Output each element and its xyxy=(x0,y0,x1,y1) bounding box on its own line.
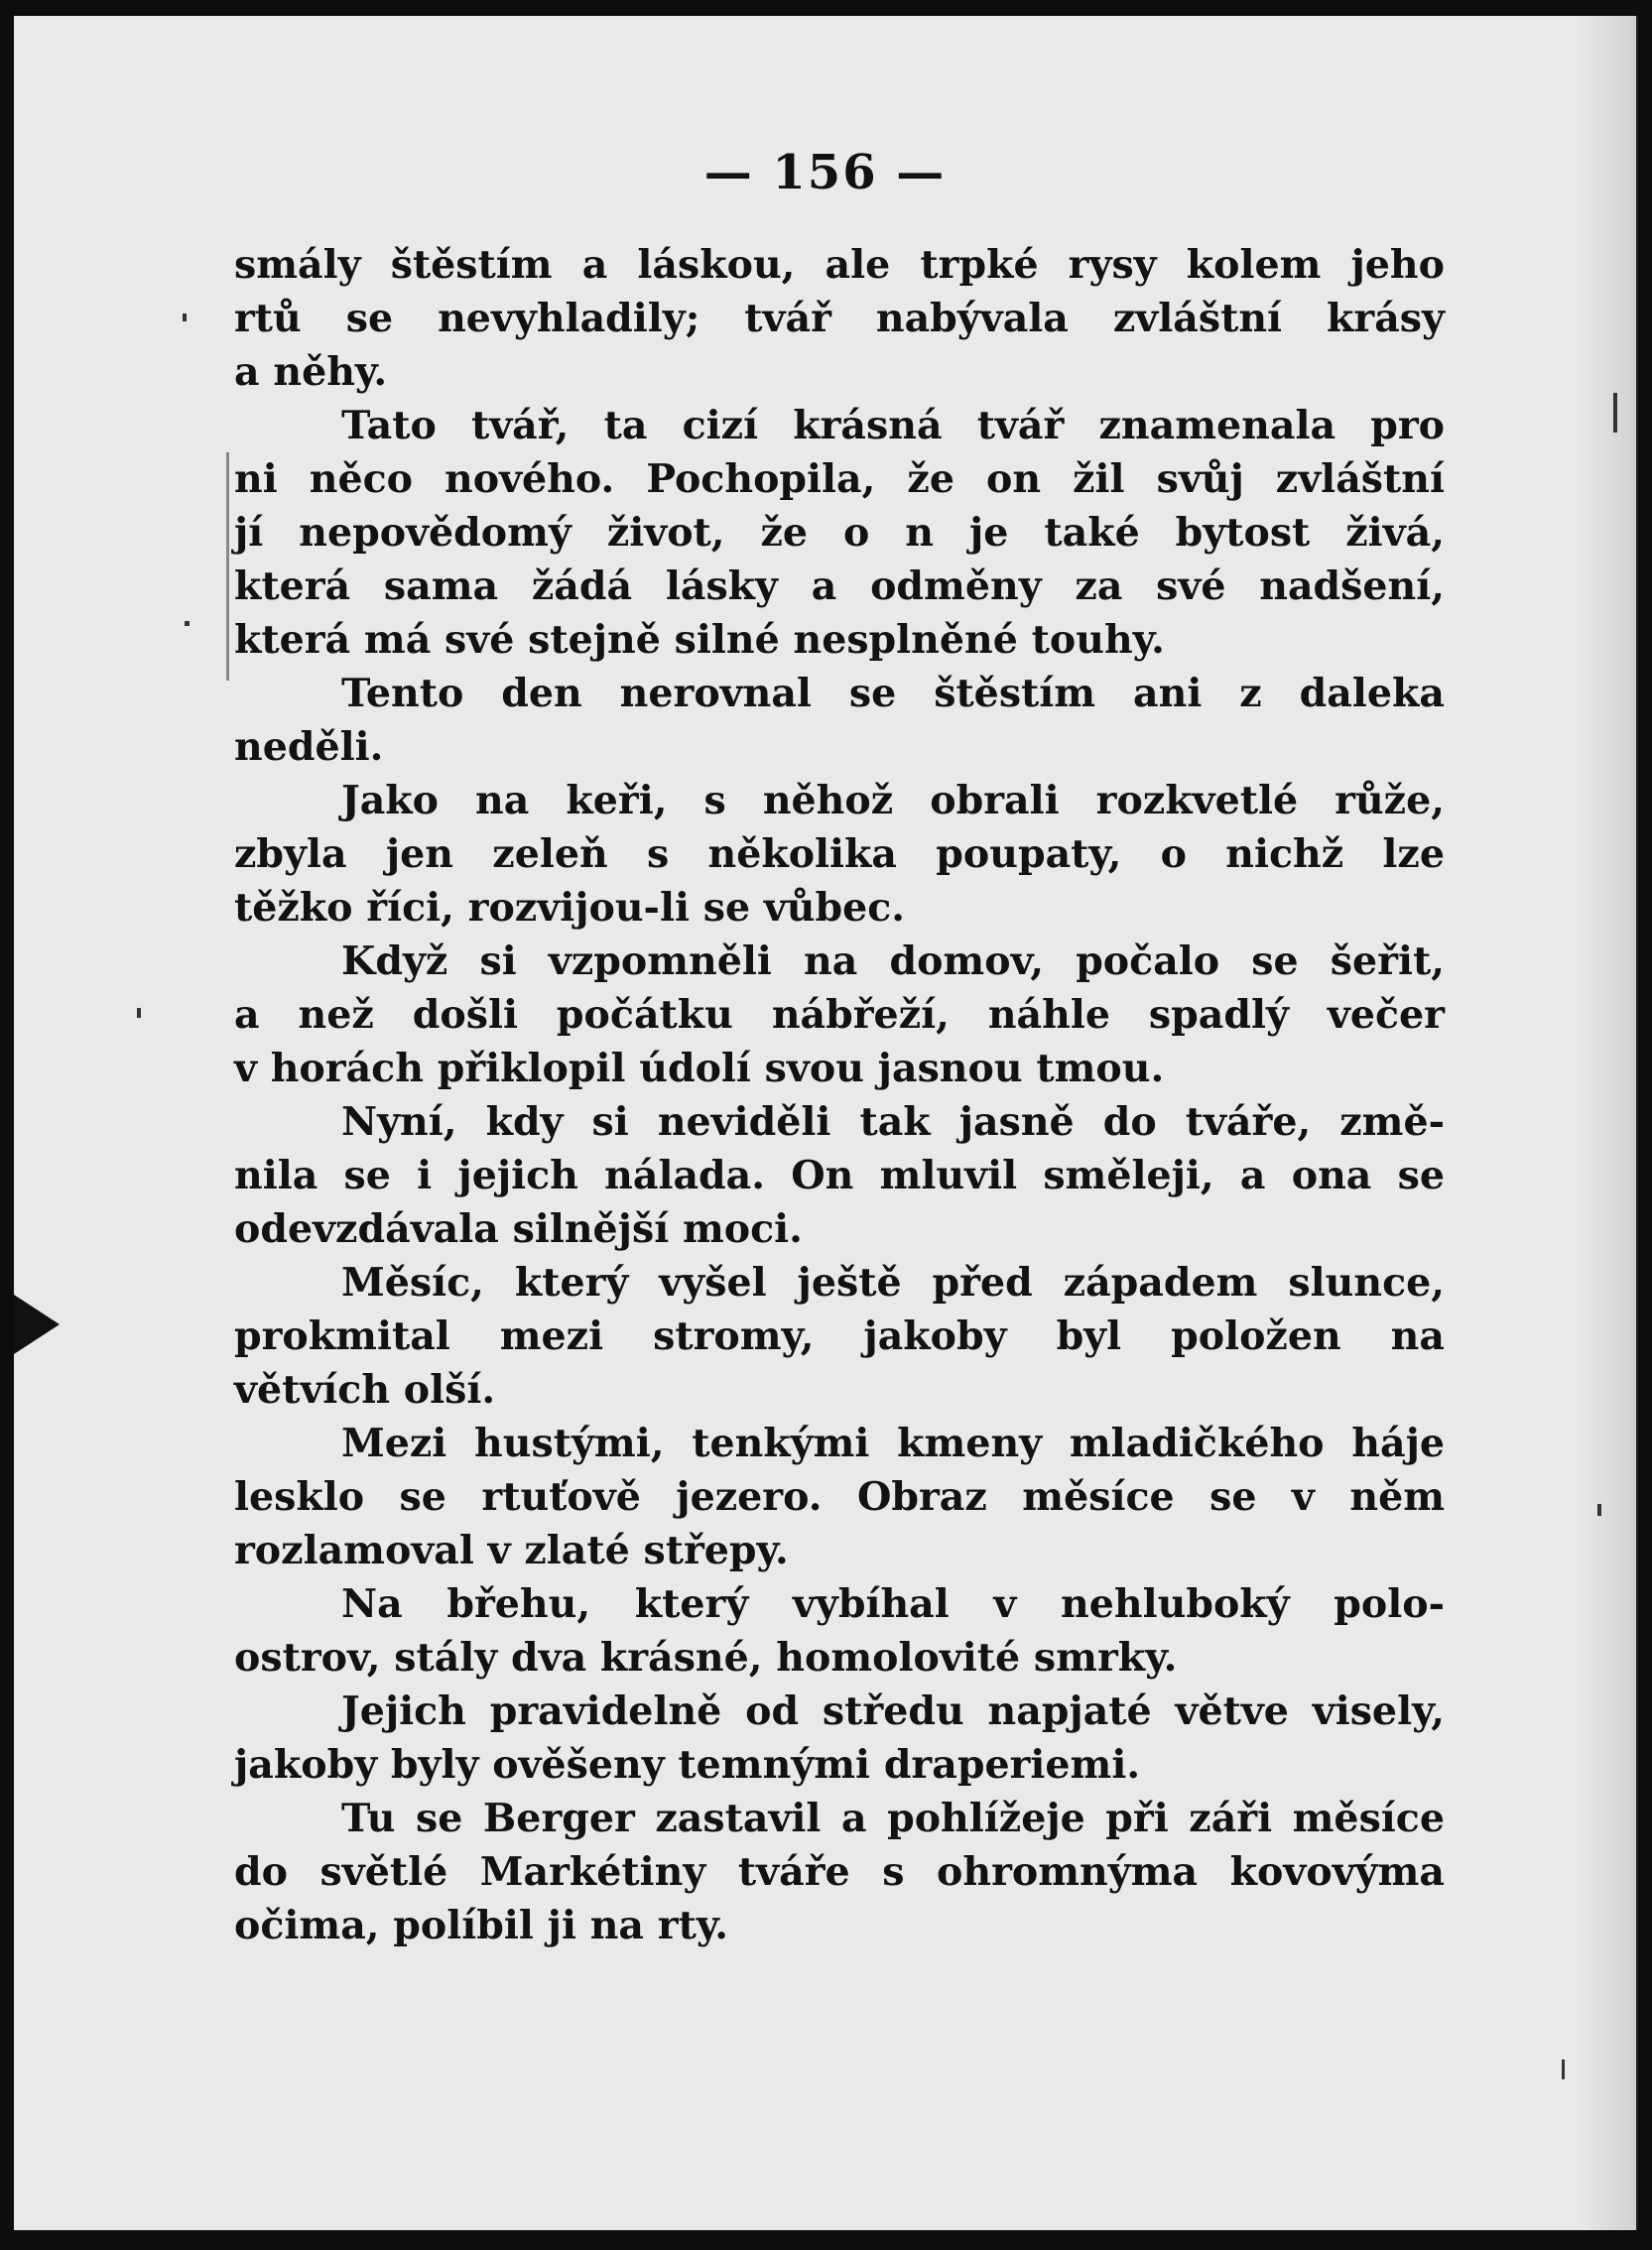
text-line: lesklo se rtuťově jezero. Obraz měsíce se v něm xyxy=(234,1474,1445,1520)
scan-speck xyxy=(1597,1504,1601,1516)
text-line: větvích olší. xyxy=(234,1367,496,1413)
page-edge-shadow xyxy=(1577,16,1636,2230)
text-line: neděli. xyxy=(234,724,384,770)
text-line: jí nepovědomý život, že o n je také bytost živá, xyxy=(234,510,1445,556)
text-line: Když si vzpomněli na domov, počalo se šeřit, xyxy=(341,938,1445,984)
scan-speck xyxy=(137,1008,141,1018)
text-line: rtů se nevyhladily; tvář nabývala zvláštní krásy xyxy=(234,296,1445,341)
scan-speck xyxy=(1562,2060,1565,2079)
text-line: která sama žádá lásky a odměny za své nadšení, xyxy=(234,563,1445,609)
text-line: v horách přiklopil údolí svou jasnou tmou. xyxy=(234,1046,1165,1091)
text-line: očima, políbil ji na rty. xyxy=(234,1903,728,1948)
scan-speck xyxy=(1613,393,1617,433)
text-line: a než došli počátku nábřeží, náhle spadlý večer xyxy=(234,992,1445,1038)
page-number: — 156 — xyxy=(703,145,947,200)
text-line: Tento den nerovnal se štěstím ani z daleka xyxy=(341,671,1445,716)
text-line: jakoby byly ověšeny temnými draperiemi. xyxy=(234,1742,1141,1788)
text-line: prokmital mezi stromy, jakoby byl položen na xyxy=(234,1313,1445,1359)
text-line: rozlamoval v zlaté střepy. xyxy=(234,1528,789,1573)
text-line: Měsíc, který vyšel ještě před západem slunce, xyxy=(341,1260,1445,1306)
text-line: smály štěstím a láskou, ale trpké rysy kolem jeho xyxy=(234,242,1445,288)
scan-speck xyxy=(185,621,190,626)
text-line: Tu se Berger zastavil a pohlížeje při záři měsíce xyxy=(341,1796,1445,1841)
text-line: Mezi hustými, tenkými kmeny mladičkého háje xyxy=(341,1421,1445,1466)
text-line: do světlé Markétiny tváře s ohromnýma kovovýma xyxy=(234,1849,1445,1895)
text-line: která má své stejně silné nesplněné touhy. xyxy=(234,617,1165,663)
text-line: Nyní, kdy si neviděli tak jasně do tváře, změ- xyxy=(341,1099,1445,1145)
text-line: ni něco nového. Pochopila, že on žil svůj zvláštní xyxy=(234,456,1445,502)
scan-speck xyxy=(226,452,229,681)
text-line: a něhy. xyxy=(234,349,388,395)
text-line: Jako na keři, s něhož obrali rozkvetlé růže, xyxy=(341,778,1445,823)
text-line: Na břehu, který vybíhal v nehluboký polo- xyxy=(341,1581,1445,1627)
text-line: Tato tvář, ta cizí krásná tvář znamenala pro xyxy=(341,403,1445,448)
body-text xyxy=(234,238,1445,1952)
text-line: ostrov, stály dva krásné, homolovité smrky. xyxy=(234,1635,1178,1681)
margin-arrow-mark xyxy=(14,1295,60,1354)
text-line: nila se i jejich nálada. On mluvil směleji, a ona se xyxy=(234,1153,1445,1198)
text-line: Jejich pravidelně od středu napjaté větve visely, xyxy=(341,1688,1445,1734)
text-line: odevzdávala silnější moci. xyxy=(234,1206,803,1252)
scan-speck xyxy=(183,313,187,321)
text-line: zbyla jen zeleň s několika poupaty, o nichž lze xyxy=(234,831,1445,877)
text-line: těžko říci, rozvijou-li se vůbec. xyxy=(234,885,906,931)
